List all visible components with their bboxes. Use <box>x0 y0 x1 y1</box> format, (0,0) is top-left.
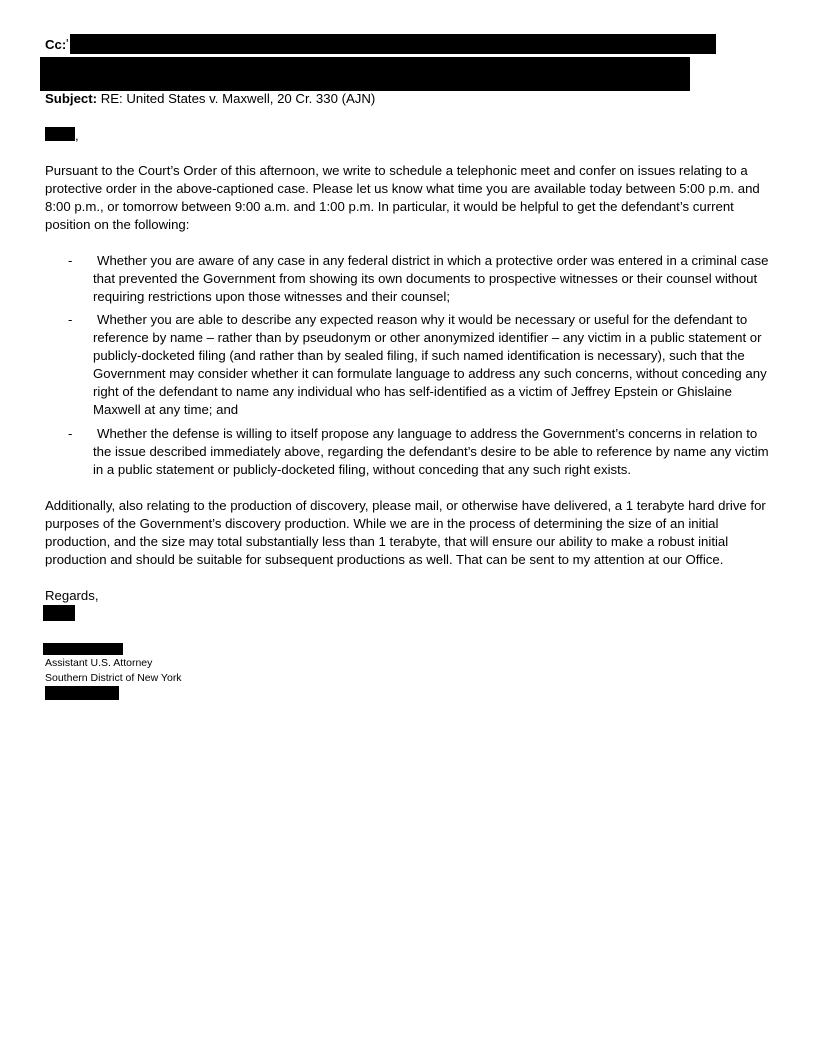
intro-paragraph: Pursuant to the Court’s Order of this afternoon, we write to schedule a telephonic meet and confer on issues relating to a protective order in the above-captioned case. Please let us know what time you are available today between 5:00 p.m. and 8:00 p.m., or tomorrow between 9:00 a.m. and 1:00 p.m. In particular, it would be helpful to get the defendant’s current position on the following: <box>45 163 760 232</box>
bullet-item-3: Whether the defense is willing to itself propose any language to address the Government’s concerns in relation to the issue described immediately above, regarding the defendant’s desire to be able to reference by name any victim in a public statement or publicly-docketed filing, without conceding that any such right exists. <box>93 426 769 477</box>
signature-contact-redaction <box>45 686 119 700</box>
salutation-comma: , <box>75 128 79 143</box>
cc-redaction-second <box>40 57 690 91</box>
closing-regards: Regards, <box>45 588 99 603</box>
signature-name-redaction <box>43 643 123 655</box>
subject-line <box>45 90 375 107</box>
bullet-item-1: Whether you are aware of any case in any federal district in which a protective order was entered in a criminal case that prevented the Government from showing its own documents to prospective witnesses or their counsel without requiring restrictions upon those witnesses and their counsel; <box>93 253 769 304</box>
bullet-marker: - <box>68 312 73 327</box>
bullet-item-2: Whether you are able to describe any expected reason why it would be necessary or useful for the defendant to reference by name – rather than by pseudonym or other anonymized identifier – any victim in a public statement or publicly-docketed filing (and rather than by sealed filing, if such named identification is necessary), such that the Government may consider whether it can formulate language to address any such concerns, without conceding any right of the defendant to name any individual who has self-identified as a victim of Jeffrey Epstein or Ghislaine Maxwell at any time; and <box>93 312 767 417</box>
cc-redaction <box>70 34 716 54</box>
sender-first-name-redaction <box>43 605 75 621</box>
cc-label: Cc: <box>45 37 67 52</box>
subject-label: Subject: <box>45 91 98 106</box>
salutation-redaction <box>45 127 75 141</box>
bullet-marker: - <box>68 426 73 441</box>
signature-office: Southern District of New York <box>45 672 182 684</box>
additional-paragraph: Additionally, also relating to the production of discovery, please mail, or otherwise have delivered, a 1 terabyte hard drive for purposes of the Government’s discovery production. While we are in the process of determining the size of an initial production, and the size may total substantially less than 1 terabyte, that will ensure our ability to make a robust initial production and should be suitable for subsequent productions as well. That can be sent to my attention at our Office. <box>45 498 766 567</box>
subject-value: RE: United States v. Maxwell, 20 Cr. 330 (AJN) <box>100 91 376 106</box>
bullet-marker: - <box>68 253 73 268</box>
signature-title: Assistant U.S. Attorney <box>45 657 153 669</box>
cc-tick: ' <box>66 36 69 51</box>
